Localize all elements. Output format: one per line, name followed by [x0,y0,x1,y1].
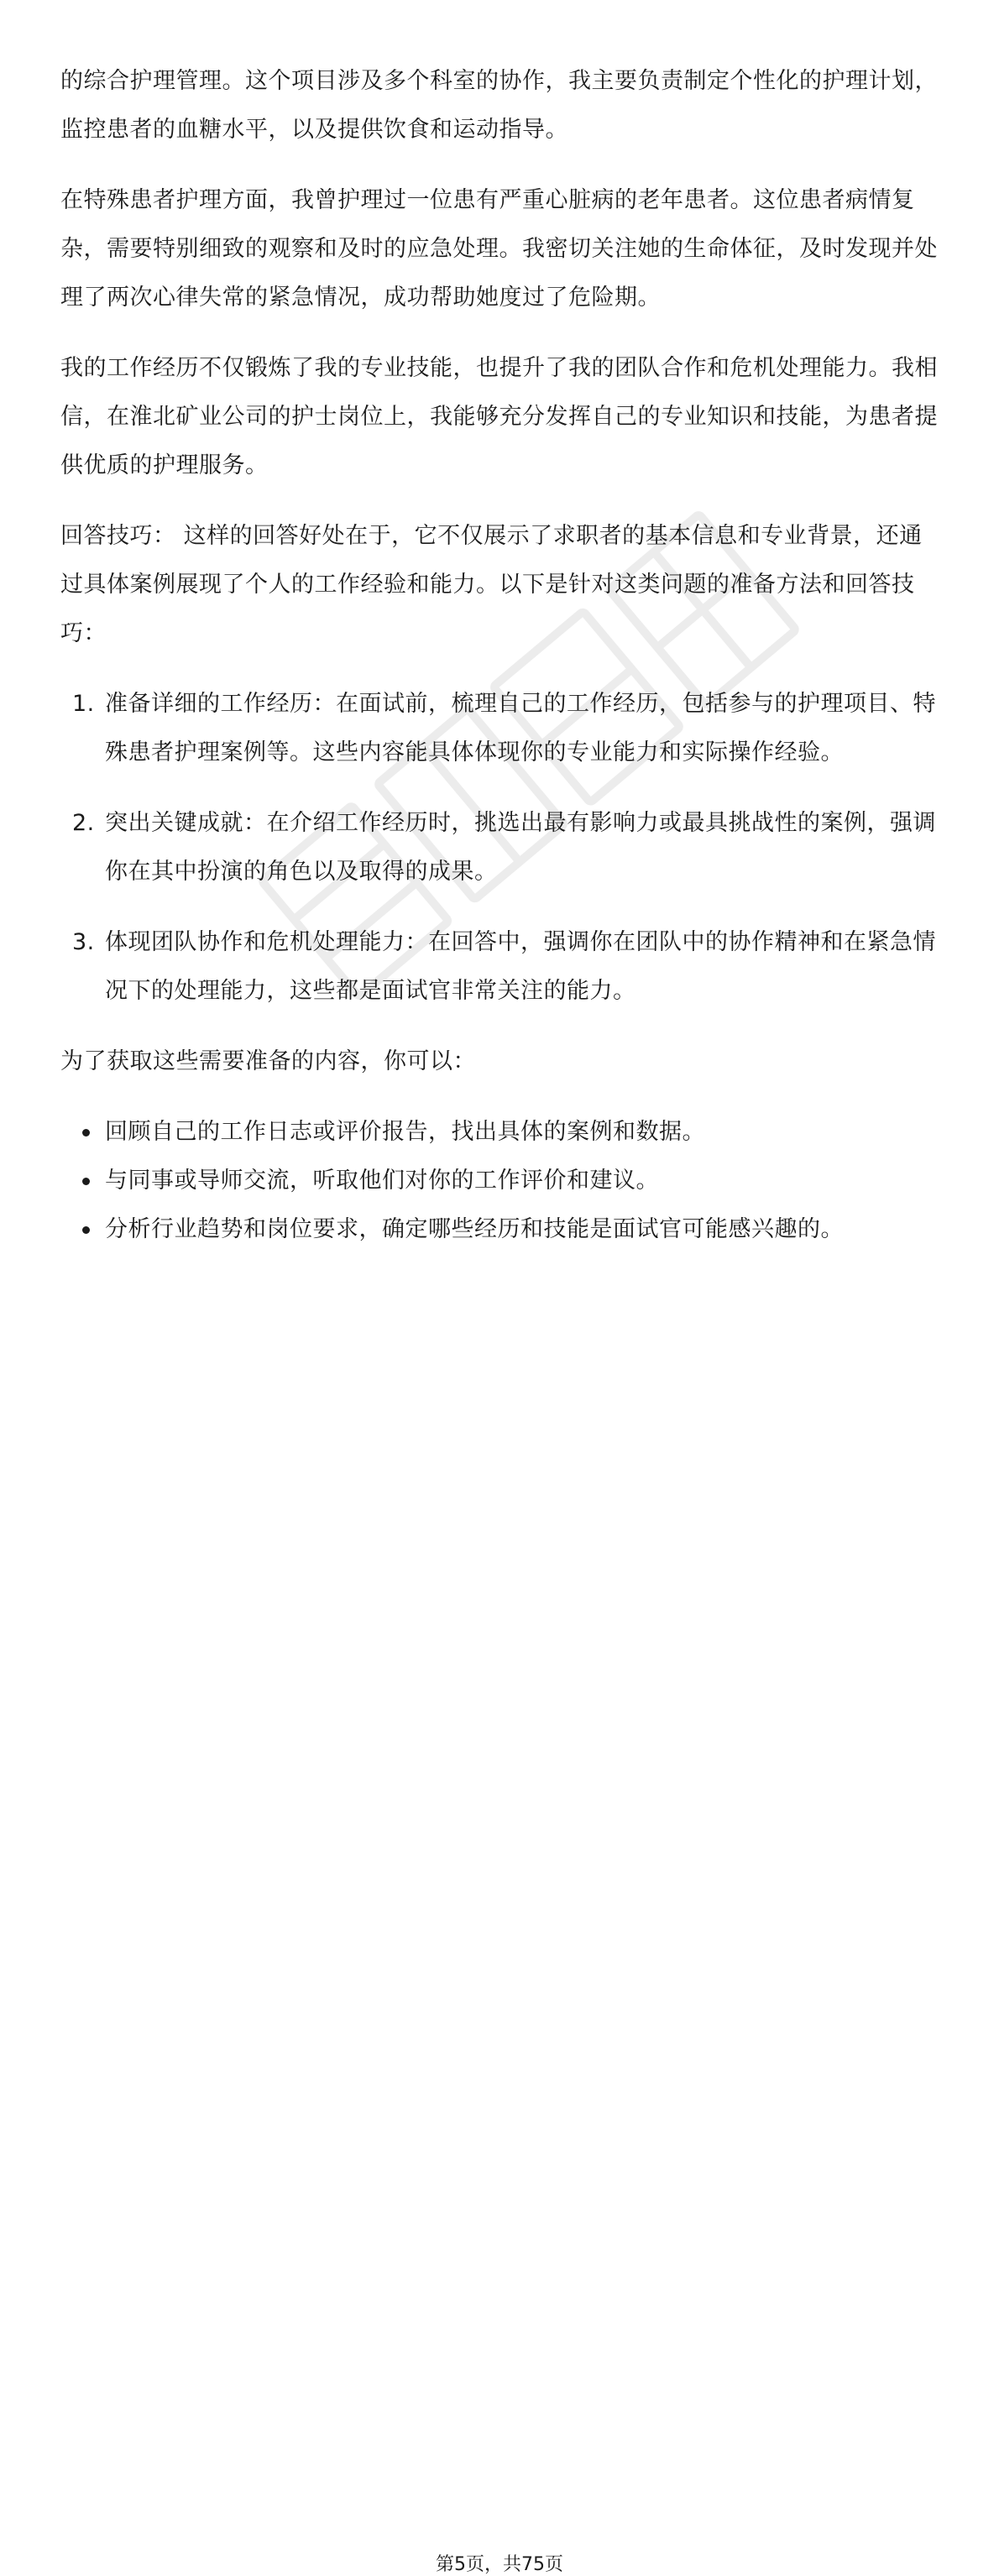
list-item-text: 回顾自己的工作日志或评价报告，找出具体的案例和数据。 [105,1119,705,1145]
page-footer: 第5页，共75页 [436,2554,563,2575]
list-item [60,799,942,896]
bullet-list [60,1108,942,1254]
list-number: 2. [72,810,95,836]
list-item [60,1205,942,1254]
list-item [60,1157,942,1205]
lead-in-paragraph: 为了获取这些需要准备的内容，你可以： [60,1048,476,1074]
list-item-text: 准备详细的工作经历：在面试前，梳理自己的工作经历，包括参与的护理项目、特殊患者护理案例等。这些内容能具体体现你的专业能力和实际操作经验。 [105,691,936,765]
paragraph: 的综合护理管理。这个项目涉及多个科室的协作，我主要负责制定个性化的护理计划，监控患者的血糖水平，以及提供饮食和运动指导。 [60,68,938,143]
list-item-text: 突出关键成就：在介绍工作经历时，挑选出最有影响力或最具挑战性的案例，强调你在其中扮演的角色以及取得的成果。 [105,810,936,885]
bullet-icon [82,1129,90,1136]
list-item [60,918,942,1016]
list-item-text: 与同事或导师交流，听取他们对你的工作评价和建议。 [105,1168,659,1194]
list-item [60,1108,942,1157]
paragraph: 我的工作经历不仅锻炼了我的专业技能，也提升了我的团队合作和危机处理能力。我相信，在淮北矿业公司的护士岗位上，我能够充分发挥自己的专业知识和技能，为患者提供优质的护理服务。 [60,355,938,478]
answer-tips-paragraph: 回答技巧： 这样的回答好处在于，它不仅展示了求职者的基本信息和专业背景，还通过具体案例展现了个人的工作经验和能力。以下是针对这类问题的准备方法和回答技巧： [60,523,923,646]
ordered-list [60,680,942,1016]
list-item-text: 分析行业趋势和岗位要求，确定哪些经历和技能是面试官可能感兴趣的。 [105,1216,844,1242]
bullet-icon [82,1178,90,1185]
list-item-text: 体现团队协作和危机处理能力：在回答中，强调你在团队中的协作精神和在紧急情况下的处理能力，这些都是面试官非常关注的能力。 [105,929,936,1004]
paragraph: 在特殊患者护理方面，我曾护理过一位患有严重心脏病的老年患者。这位患者病情复杂，需要特别细致的观察和及时的应急处理。我密切关注她的生命体征，及时发现并处理了两次心律失常的紧急情况，成功帮助她度过了危险期。 [60,187,938,311]
bullet-icon [82,1226,90,1234]
document-body [60,57,942,1254]
list-number: 1. [72,691,95,717]
list-number: 3. [72,929,95,955]
list-item [60,680,942,777]
